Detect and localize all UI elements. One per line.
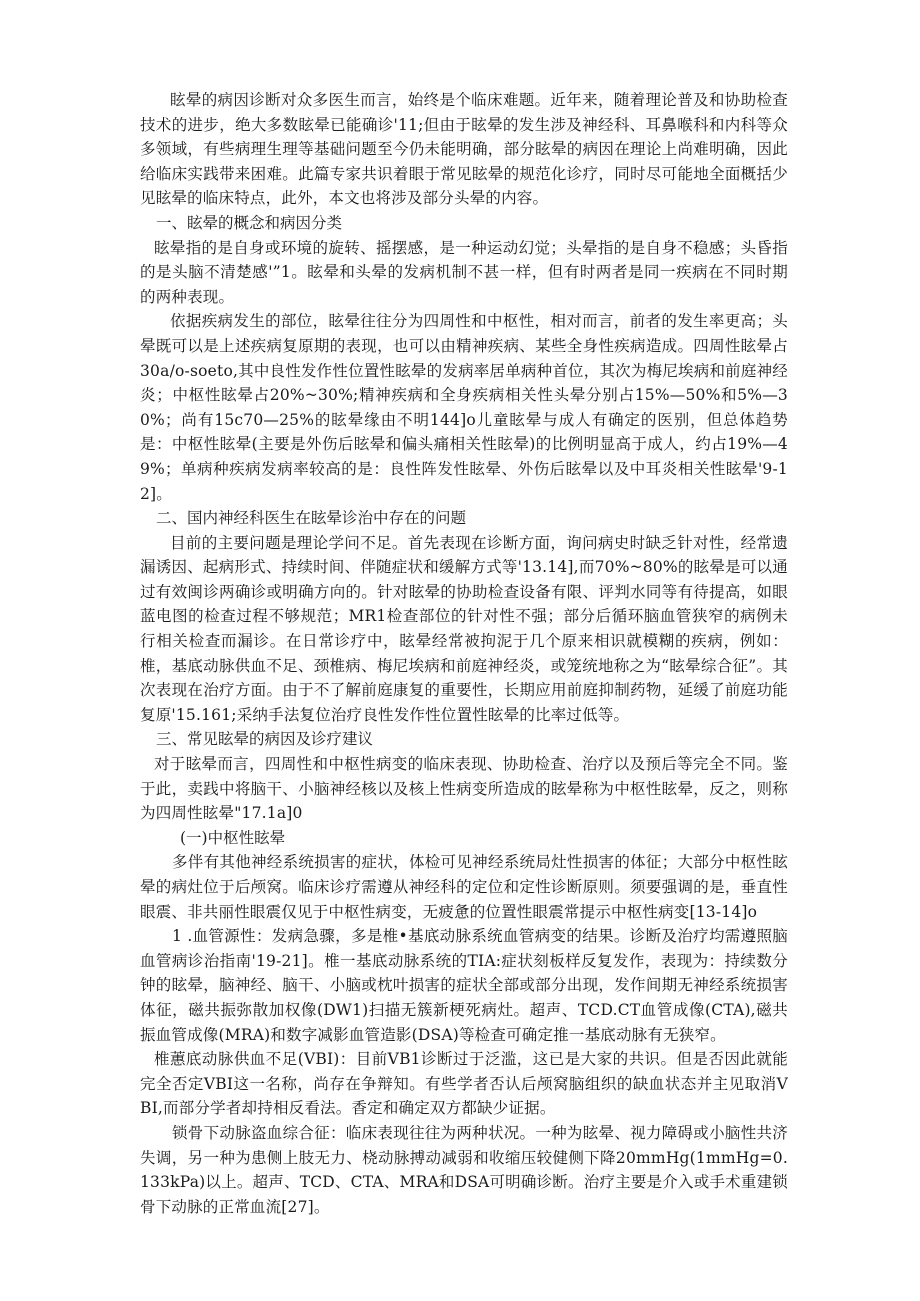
section-heading-3: 三、常见眩晕的病因及诊疗建议 — [156, 730, 374, 749]
paragraph-problems: 目前的主要问题是理论学问不足。首先表现在诊断方面，询问病史时缺乏针对性，经常遗漏诱因、起病形式、持续时间、伴随症状和缓解方式等'13.14],而70%~80%的眩晕是可以通过有效闽诊两确诊或明确方向的。针对眩晕的协助检查设备有限、评判水同等有待提高，如眼蓝电图的检查过程不够规范；MR1检查部位的针对性不强；部分后循环脑血管狭窄的病例未行相关检查而漏诊。在日常诊疗中，眩晕经常被拘泥于几个原来相识就模糊的疾病，例如：椎，基底动脉供血不足、颈椎病、梅尼埃病和前庭神经炎，或笼统地称之为“眩晕综合征”。其次表现在治疗方面。由于不了解前庭康复的重要性，长期应用前庭抑制药物，延缓了前庭功能复原'15.161;采纳手法复位治疗良性发作性位置性眩晕的比率过低等。 — [140, 533, 788, 724]
paragraph-subclavian-steal: 锁骨下动脉盗血综合征：临床表现往往为两种状况。一种为眩晕、视力障碍或小脑性共济失调，另一种为患侧上肢无力、桡动脉搏动减弱和收缩压较健侧下降20mmHg(1mmHg=0.133kPa)以上。超声、TCD、CTA、MRA和DSA可明确诊断。治疗主要是介入或手术重建锁骨下动脉的正常血流[27]。 — [140, 1123, 788, 1216]
paragraph-common-causes: 对于眩晕而言，四周性和中枢性病变的临床表现、协助检查、治疗以及预后等完全不同。鉴于此，卖践中将脑干、小脑神经核以及核上性病变所造成的眩晕称为中枢性眩晕，反之，则称为四周性眩晕"17.1a]0 — [140, 755, 788, 823]
paragraph-definition: 眩晕指的是自身或环境的旋转、摇摆感，是一种运动幻觉；头晕指的是自身不稳感；头昏指的是头脑不清楚感'”1。眩晕和头晕的发病机制不甚一样，但有时两者是同一疾病在不同时期的两种表现。 — [140, 238, 788, 306]
section-heading-2: 二、国内神经科医生在眩晕诊治中存在的问题 — [156, 509, 467, 528]
subsection-heading-central: (一)中枢性眩晕 — [180, 828, 286, 847]
document-page — [140, 88, 788, 1219]
section-heading-1: 一、眩晕的概念和病因分类 — [156, 213, 343, 232]
paragraph-classification: 依据疾病发生的部位，眩晕往往分为四周性和中枢性，相对而言，前者的发生率更高；头晕既可以是上述疾病复原期的表现，也可以由精神疾病、某些全身性疾病造成。四周性眩晕占30a/o-soeto,其中良性发作性位置性眩晕的发病率居单病种首位，其次为梅尼埃病和前庭神经炎；中枢性眩晕占20%~30%;精神疾病和全身疾病相关性头晕分别占15%—50%和5%—30%；尚有15c70—25%的眩晕缘由不明144]o儿童眩晕与成人有确定的医别，但总体趋势是：中枢性眩晕(主要是外伤后眩晕和偏头痛相关性眩晕)的比例明显高于成人，约占19%—49%；单病种疾病发病率较高的是：良性阵发性眩晕、外伤后眩晕以及中耳炎相关性眩晕'9-12]。 — [140, 312, 788, 503]
paragraph-intro: 眩晕的病因诊断对众多医生而言，始终是个临床难题。近年来，随着理论普及和协助检查技术的进步，绝大多数眩晕已能确诊'11;但由于眩晕的发生涉及神经科、耳鼻喉科和内科等众多领域，有些病理生理等基础问题至今仍未能明确，部分眩晕的病因在理论上尚难明确，因此给临床实践带来困难。此篇专家共识着眼于常见眩晕的规范化诊疗，同时尽可能地全面概括少见眩晕的临床特点，此外，本文也将涉及部分头晕的内容。 — [140, 91, 788, 208]
paragraph-vascular: 1 .血管源性：发病急骤，多是椎•基底动脉系统血管病变的结果。诊断及治疗均需遵照脑血管病诊治指南'19-21]。椎一基底动脉系统的TIA:症状刻板样反复发作，表现为：持续数分钟的眩晕，脑神经、脑干、小脑或枕叶损害的症状全部或部分出现，发作间期无神经系统损害体征，磁共振弥散加权像(DW1)扫描无簇新梗死病灶。超声、TCD.CT血管成像(CTA),磁共振血管成像(MRA)和数字减影血管造影(DSA)等检查可确定推一基底动脉有无狭窄。 — [140, 927, 788, 1044]
paragraph-vbi: 椎蕙底动脉供血不足(VBI)：目前VB1诊断过于泛滥，这已是大家的共识。但是否因此就能完全否定VBI这一名称，尚存在争辩知。有些学者否认后颅窝脑组织的缺血状态并主见取消VBI,而部分学者却持相反看法。香定和确定双方都缺少证据。 — [140, 1050, 788, 1118]
paragraph-central-vertigo: 多伴有其他神经系统损害的症状，体检可见神经系统局灶性损害的体征；大部分中枢性眩晕的病灶位于后颅窝。临床诊疗需遵从神经科的定位和定性诊断原则。须要强调的是，垂直性眼震、非共丽性眼震仅见于中枢性病变，无疲惫的位置性眼震常提示中枢性病变[13-14]o — [140, 853, 788, 921]
